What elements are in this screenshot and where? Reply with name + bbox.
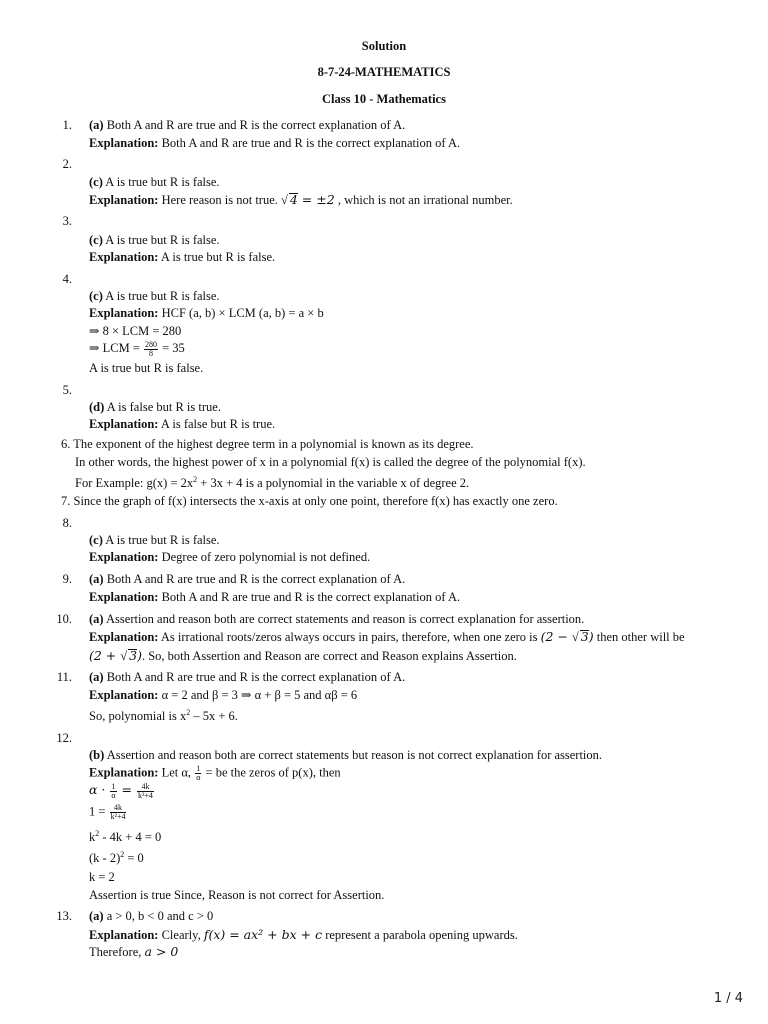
question-number: 13. [56,909,72,923]
explanation-text: Degree of zero polynomial is not defined. [158,550,371,564]
superscript: 2 [95,829,100,838]
explanation-line [89,417,275,432]
explanation-line [89,648,517,664]
explanation-text: then other will be [593,630,685,644]
superscript: 2 [186,708,191,717]
answer-option: (a) [89,118,104,132]
answer-line [89,233,220,248]
explanation-label: Explanation: [89,306,159,320]
answer-line [89,400,221,415]
explanation-text: HCF (a, b) × LCM (a, b) = a × b [158,306,324,320]
explanation-line [89,765,341,782]
explanation-text: Here reason is not true. [158,193,281,207]
explanation-line [89,927,518,943]
math-expression: (2 − [540,629,572,644]
answer-paragraph-line [75,475,469,491]
fraction [110,783,116,800]
conclusion-text: Therefore, [89,945,145,959]
answer-option: (c) [89,233,103,247]
explanation-label: Explanation: [89,550,159,564]
answer-text: a > 0, b < 0 and c > 0 [103,909,214,923]
answer-option: (d) [89,400,105,414]
explanation-label: Explanation: [89,417,159,431]
conclusion-text: So, polynomial is x [89,709,187,724]
working-line: k = 2 [89,870,115,884]
explanation-text: A is true but R is false. [158,250,276,264]
sqrt-argument: 4 [289,192,298,207]
question-number: 8. [62,516,72,530]
explanation-text: As irrational roots/zeros always occurs in pairs, therefore, when one zero is [158,630,541,644]
fraction [110,804,127,821]
fraction-denominator: α [196,773,201,782]
conclusion-line [89,944,178,960]
conclusion-line: A is true but R is false. [89,361,204,375]
fraction-denominator: α [111,790,116,800]
working-line [89,829,161,845]
working-text: = 0 [124,851,144,866]
answer-text: A is false but R is true. [104,400,221,414]
answer-text: A is true but R is false. [102,533,220,547]
answer-paragraph-line: 6. The exponent of the highest degree term in a polynomial is known as its degree. [61,437,474,451]
answer-text: Assertion and reason both are correct statements but reason is not correct explanation for assertion. [104,748,603,762]
fraction-numerator: 4k [110,804,127,813]
answer-line [89,289,220,304]
working-text: (k - 2) [89,851,121,866]
answer-paragraph-line: In other words, the highest power of x in a polynomial f(x) is called the degree of the polynomial f(x). [75,455,586,469]
sqrt-symbol: √ [571,630,579,644]
explanation-label: Explanation: [89,928,159,942]
explanation-line [89,136,460,151]
sqrt-argument: 3 [129,648,138,663]
math-expression: = ±2 [297,192,335,207]
explanation-text: Let α, [158,765,195,780]
sqrt-symbol: √ [281,193,288,207]
superscript: 2 [120,850,125,859]
math-expression: a > 0 [144,944,179,959]
fraction-numerator: 1 [196,764,201,773]
answer-text: Both A and R are true and R is the correct explanation of A. [103,572,406,586]
explanation-text: = be the zeros of p(x), then [202,765,341,780]
fraction-denominator: k²+4 [138,790,153,800]
explanation-label: Explanation: [89,193,159,207]
explanation-label: Explanation: [89,630,159,644]
question-number: 2. [62,157,72,171]
explanation-line [89,687,357,703]
answer-option: (a) [89,670,104,684]
answer-line [89,572,405,587]
answer-option: (a) [89,909,104,923]
question-number: 3. [62,214,72,228]
working-text: 1 = [89,804,109,819]
explanation-text: Both A and R are true and R is the correct explanation of A. [158,136,461,150]
answer-option: (b) [89,748,105,762]
math-expression: α · [89,782,110,797]
answer-option: (c) [89,533,103,547]
question-number: 10. [56,612,72,626]
math-expression: (2 + [89,648,121,663]
fraction-denominator: 8 [149,348,153,358]
explanation-text: Both A and R are true and R is the correct explanation of A. [158,590,461,604]
explanation-label: Explanation: [89,136,159,150]
page-indicator: 1 / 4 [713,991,743,1006]
working-line [89,804,127,821]
working-line [89,340,185,358]
working-line: ⇒ 8 × LCM = 280 [89,324,182,338]
working-text: - 4k + 4 = 0 [99,830,162,845]
working-text: ⇒ LCM = [89,341,143,355]
answer-option: (c) [89,175,103,189]
class-subtitle: Class 10 - Mathematics [322,92,446,106]
explanation-label: Explanation: [89,688,159,702]
question-number: 5. [62,383,72,397]
explanation-line [89,550,370,565]
answer-option: (a) [89,612,104,626]
answer-option: (a) [89,572,104,586]
explanation-label: Explanation: [89,590,159,604]
example-text: + 3x + 4 is a polynomial in the variable x of degree 2. [197,476,470,491]
explanation-text: represent a parabola opening upwards. [322,928,518,942]
math-expression: ) [137,648,142,663]
question-number: 11. [56,670,72,684]
sqrt-argument: 3 [580,629,589,644]
answer-paragraph-line: 7. Since the graph of f(x) intersects the x-axis at only one point, therefore f(x) has exactly one zero. [61,494,558,508]
answer-line [89,533,220,548]
answer-text: A is true but R is false. [102,289,220,303]
page-title: Solution [361,39,407,53]
sqrt-symbol: √ [120,649,128,663]
answer-text: A is true but R is false. [102,233,220,247]
superscript: 2 [193,475,198,484]
fraction [195,765,201,782]
question-number: 4. [62,272,72,286]
working-line [89,850,144,866]
fraction [137,783,154,800]
explanation-label: Explanation: [89,765,159,780]
math-expression: ) [588,629,594,644]
conclusion-line [89,708,238,724]
paper-code: 8-7-24-MATHEMATICS [317,65,451,79]
answer-line [89,612,584,627]
answer-line [89,118,405,133]
conclusion-text: – 5x + 6. [190,709,238,724]
working-line [89,782,155,800]
explanation-text: α = 2 and β = 3 ⇒ α + β = 5 and αβ = 6 [158,688,358,702]
question-number: 12. [56,731,72,745]
question-number: 1. [62,118,72,132]
working-text: k [89,830,96,845]
working-text: = 35 [159,341,185,355]
answer-line [89,909,213,924]
explanation-line [89,590,460,605]
explanation-text: , which is not an irrational number. [334,193,513,207]
answer-text: Both A and R are true and R is the correct explanation of A. [103,118,406,132]
answer-line [89,748,602,763]
explanation-line [89,192,513,208]
fraction-numerator: 4k [137,783,154,792]
explanation-line [89,629,685,645]
question-number: 9. [62,572,72,586]
fraction-numerator: 280 [145,339,157,349]
explanation-text: Clearly, [158,928,204,942]
explanation-line [89,306,324,321]
answer-line [89,175,220,190]
answer-text: Both A and R are true and R is the correct explanation of A. [103,670,406,684]
explanation-line [89,250,275,265]
explanation-text: A is false but R is true. [158,417,276,431]
fraction [144,341,158,358]
explanation-text: . So, both Assertion and Reason are correct and Reason explains Assertion. [141,649,517,663]
answer-line [89,670,405,685]
answer-text: Assertion and reason both are correct statements and reason is correct explanation for assertion. [103,612,585,626]
math-expression: f(x) = ax² + bx + c [203,927,323,942]
answer-text: A is true but R is false. [102,175,220,189]
answer-option: (c) [89,289,103,303]
conclusion-line: Assertion is true Since, Reason is not correct for Assertion. [89,888,385,902]
explanation-label: Explanation: [89,250,159,264]
example-text: For Example: g(x) = 2x [75,476,194,491]
fraction-denominator: k²+4 [110,812,126,821]
math-expression: = [117,782,136,797]
fraction-numerator: 1 [111,781,116,791]
